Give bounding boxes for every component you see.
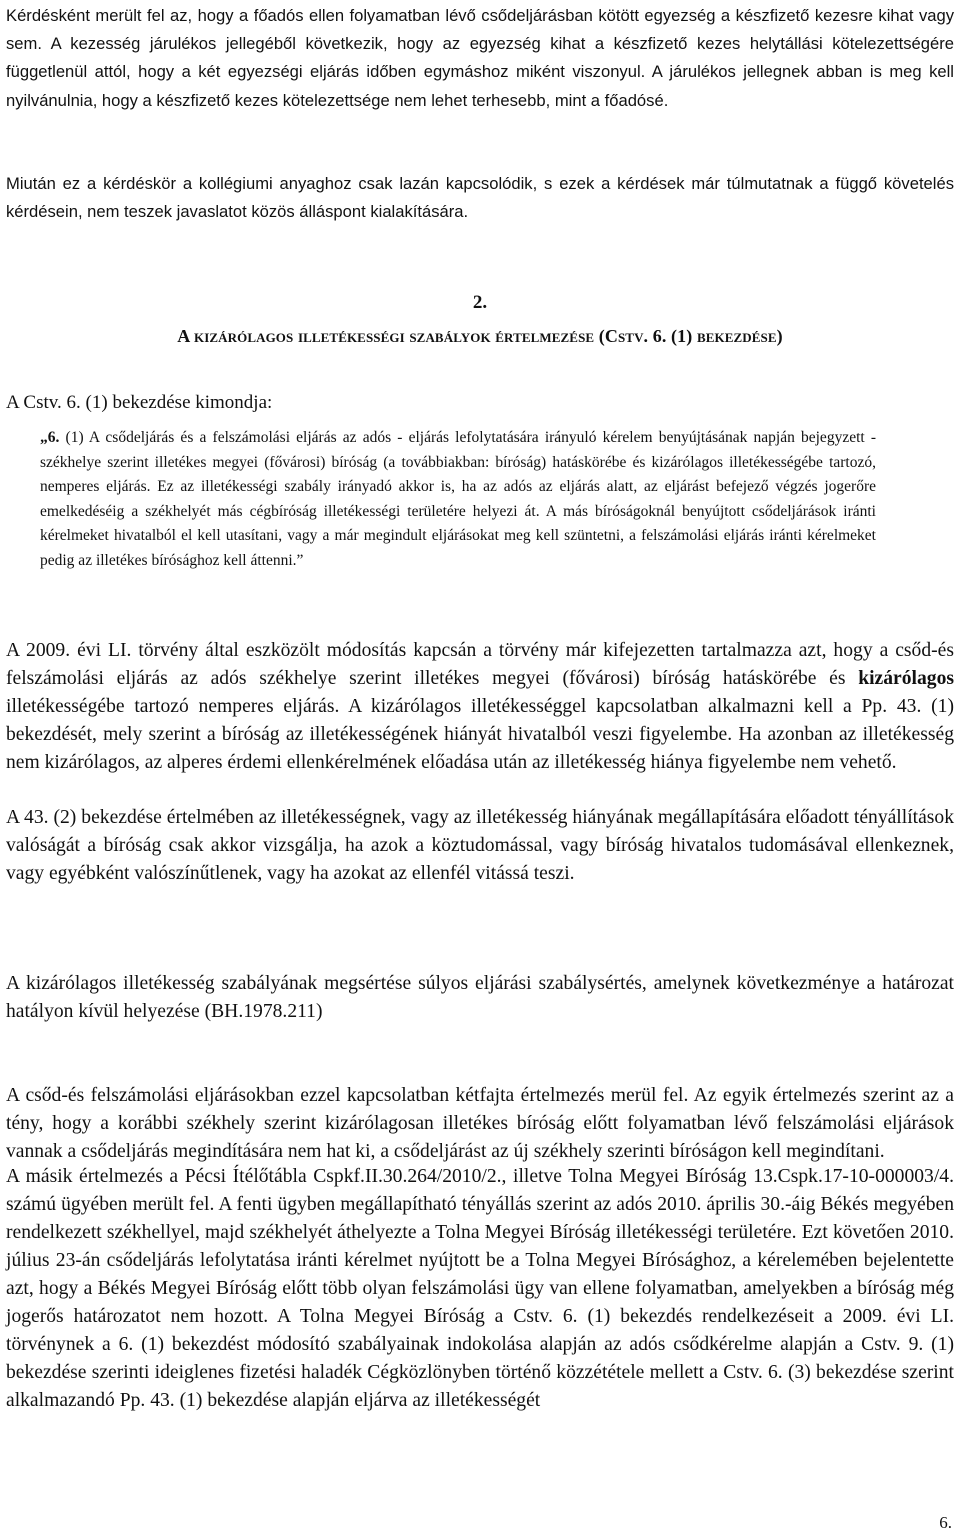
p3-text-after: illetékességébe tartozó nemperes eljárás. A kizárólagos illetékességgel kapcsolatban alkalmazni kell a Pp. 43. (1) bekezdését, mely szerint a bíróság az illetékességének hiányát hivatalból veszi figyelembe. Ha azonban az illetékesség nem kizárólagos, az alperes érdemi ellenkérelmének előadása után az illetékesség hiánya figyelembe nem vehető. — [6, 696, 954, 773]
paragraph-first-interpretation: A csőd-és felszámolási eljárásokban ezzel kapcsolatban kétfajta értelmezés merül fel. Az egyik értelmezés szerint az a tény, hogy a korábbi székhely szerint kizárólagosan illetékes bíróság előtt folyamatban lévő felszámolási eljárások vannak a csődeljárás megindítására nem hat ki, a csődeljárást az új székhely szerinti bíróságon kell megindítani. — [6, 1085, 954, 1162]
page-number: 6. — [939, 1513, 952, 1532]
paragraph-pp-43-2: A 43. (2) bekezdése értelmében az illetékességnek, vagy az illetékesség hiányának megállapítására előadott tényállítások valóságát a bíróság csak akkor vizsgálja, ha azok a köztudomással, vagy bíróság hivatalos tudomásával ellenkeznek, vagy egyébként valószínűtlenek, vagy ha azokat az ellenfél vitássá teszi. — [6, 807, 954, 884]
quote-text: (1) A csődeljárás és a felszámolási eljárás az adós - eljárás lefolytatására irányuló kérelem benyújtásának napján bejegyzett - székhelye szerint illetékes megyei (fővárosi) bíróság (a továbbiakban: bíróság) hatáskörébe és kizárólagos illetékességébe tartozó, nemperes eljárás. Ez az illetékességi szabály irányadó akkor is, ha az adós az eljárás alatt, az eljárást befejező végzés jogerőre emelkedéséig a székhelyét más cégbíróság illetékességi területére helyezi át. A más bíróságoknál benyújtott csődeljárások iránti kérelmeket hivatalból el kell utasítani, vagy a már megindult eljárásokat meg kell szüntetni, a felszámolási eljárás iránti kérelmeket pedig az illetékes bírósághoz kell áttenni.” — [40, 429, 877, 569]
cstv-intro: A Cstv. 6. (1) bekezdése kimondja: — [6, 392, 273, 413]
section-number: 2. — [472, 292, 488, 313]
paragraph-2009-amendment — [6, 637, 954, 777]
paragraph-second-interpretation: A másik értelmezés a Pécsi Ítélőtábla Cspkf.II.30.264/2010/2., illetve Tolna Megyei Bíróság 13.Cspk.17-10-000003/4. számú ügyében merült fel. A fenti ügyben megállapítható tényállás szerint az adós 2010. április 30.-áig Békés megyében rendelkezett székhellyel, majd székhelyét áthelyezte a Tolna Megyei Bíróság illetékességi területére. Ezt követően 2010. július 23-án csődeljárás lefolytatása iránti kérelmet nyújtott be a Tolna Megyei Bírósághoz, a kérelemében bejelentette azt, hogy a Békés Megyei Bíróság előtt több olyan felszámolási ügy van ellene folyamatban, amelyekben a bíróság még jogerős határozatot nem hozott. A Tolna Megyei Bíróság a Cstv. 6. (1) bekezdés rendelkezéseit a 2009. évi LI. törvénynek a 6. (1) bekezdést módosító szabályainak indokolása alapján az adós csődkérelme alapján a Cstv. 9. (1) bekezdése szerinti ideiglenes fizetési haladék Cégközlönyben történő közzététele mellett a Cstv. 6. (3) bekezdése szerint alkalmazandó Pp. 43. (1) bekezdése alapján eljárva az illetékességét — [6, 1166, 954, 1411]
paragraph-violation: A kizárólagos illetékesség szabályának megsértése súlyos eljárási szabálysértés, amelynek következménye a határozat hatályon kívül helyezése (BH.1978.211) — [6, 973, 954, 1022]
p3-bold-kizarolagos: kizárólagos — [858, 668, 954, 689]
paragraph-suretyship: Kérdésként merült fel az, hogy a főadós ellen folyamatban lévő csődeljárásban kötött egyezség a készfizető kezesre kihat vagy sem. A kezesség járulékos jellegéből következik, hogy az egyezség kihat a készfizető kezes helytállási kötelezettségére függetlenül attól, hogy a két egyezségi eljárás időben egymáshoz miként viszonyul. A járulékos jellegnek abban is meg kell nyilvánulnia, hogy a készfizető kezes kötelezettsége nem lehet terhesebb, mint a főadósé. — [6, 6, 954, 110]
quote-opening: „6. — [40, 429, 60, 446]
paragraph-no-proposal: Miután ez a kérdéskör a kollégiumi anyaghoz csak lazán kapcsolódik, s ezek a kérdések már túlmutatnak a függő követelés kérdésein, nem teszek javaslatot közös álláspont kialakítására. — [6, 174, 954, 222]
section-title: A kizárólagos illetékességi szabályok értelmezése (Cstv. 6. (1) bekezdése) — [177, 326, 783, 346]
p3-text-before: A 2009. évi LI. törvény által eszközölt módosítás kapcsán a törvény már kifejezetten tartalmazza azt, hogy a csőd-és felszámolási eljárás az adós székhelye szerint illetékes megyei (fővárosi) bíróság hatáskörébe és — [6, 640, 954, 689]
statute-quote — [40, 426, 876, 574]
